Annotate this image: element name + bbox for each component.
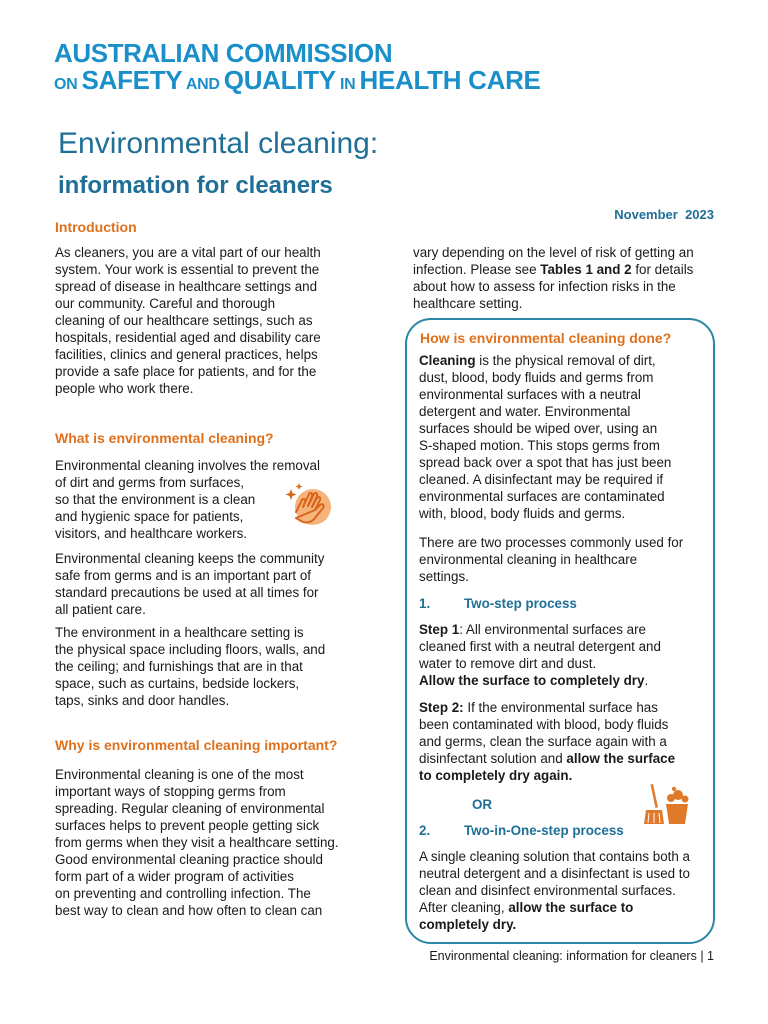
right-top-line: about how to assess for infection risks in the [413, 279, 676, 294]
intro-line: system. Your work is essential to prevent the [55, 262, 320, 277]
intro-line: people who work there. [55, 381, 194, 396]
intro-line: cleaning of our healthcare settings, such as [55, 313, 313, 328]
text-span: disinfectant solution and [419, 751, 567, 766]
cleaning-term: Cleaning [419, 353, 476, 368]
why-line: Environmental cleaning is one of the most [55, 767, 304, 782]
why-line: best way to clean and how often to clean can [55, 903, 323, 918]
why-line: form part of a wider program of activities [55, 869, 294, 884]
box-line [419, 750, 711, 767]
box-line [419, 899, 711, 916]
emphasis: completely dry. [419, 917, 517, 932]
what-line: taps, sinks and door handles. [55, 693, 230, 708]
what-line: the ceiling; and furnishings that are in that [55, 659, 303, 674]
emphasis: allow the surface [566, 751, 676, 766]
cleaning-definition [419, 352, 711, 522]
why-line: surfaces helps to prevent people getting sick [55, 818, 320, 833]
step-1 [419, 621, 711, 689]
text-span: : All environmental surfaces are [459, 622, 647, 637]
box-line: clean and disinfect environmental surfaces. [419, 883, 676, 898]
what-paragraph-2 [55, 550, 385, 618]
why-line: from germs when they visit a healthcare setting. [55, 835, 339, 850]
why-line: Good environmental cleaning practice should [55, 852, 323, 867]
item-1-label: Two-step process [464, 596, 577, 611]
page-title: Environmental cleaning: [58, 127, 379, 160]
box-line: and germs, clean the surface again with a [419, 734, 667, 749]
right-top-line: vary depending on the level of risk of getting an [413, 245, 694, 260]
box-heading: How is environmental cleaning done? [420, 330, 672, 346]
what-line: Environmental cleaning involves the removal [55, 458, 320, 473]
box-line [419, 916, 711, 933]
logo-and: AND [182, 76, 224, 93]
logo-quality: QUALITY [223, 65, 336, 95]
what-heading: What is environmental cleaning? [55, 430, 274, 446]
what-line: standard precautions be used at all times for [55, 585, 319, 600]
box-line [419, 699, 711, 716]
publication-date: November 2023 [614, 207, 714, 222]
two-processes-intro [419, 534, 711, 585]
box-line: cleaned. A disinfectant may be required if [419, 472, 664, 487]
what-line: Environmental cleaning keeps the community [55, 551, 325, 566]
box-line: There are two processes commonly used for [419, 535, 684, 550]
logo-safety: SAFETY [81, 65, 183, 95]
box-line: spread back over a spot that has just been [419, 455, 672, 470]
intro-line: our community. Careful and thorough [55, 296, 276, 311]
box-line: surfaces should be wiped over, using an [419, 421, 658, 436]
box-line [419, 672, 711, 689]
box-line [419, 352, 711, 369]
intro-paragraph [55, 244, 385, 397]
box-line: environmental surfaces with a neutral [419, 387, 641, 402]
what-line: of dirt and germs from surfaces, [55, 475, 245, 490]
step-1-label: Step 1 [419, 622, 460, 637]
what-line: the physical space including floors, walls, and [55, 642, 326, 657]
single-step [419, 848, 711, 933]
text-span: . [644, 673, 649, 688]
bucket-broom-icon [644, 782, 692, 826]
intro-line: As cleaners, you are a vital part of our health [55, 245, 321, 260]
why-line: spreading. Regular cleaning of environmental [55, 801, 325, 816]
what-line: The environment in a healthcare setting is [55, 625, 304, 640]
page-footer: Environmental cleaning: information for cleaners | 1 [429, 949, 714, 963]
what-line: space, such as curtains, bedside lockers, [55, 676, 300, 691]
box-line: been contaminated with blood, body fluids [419, 717, 669, 732]
page-subtitle: information for cleaners [58, 172, 333, 199]
what-paragraph-3 [55, 624, 385, 709]
what-line: so that the environment is a clean [55, 492, 256, 507]
emphasis: allow the surface to [508, 900, 634, 915]
what-line: visitors, and healthcare workers. [55, 526, 248, 541]
emphasis: Allow the surface to completely dry [419, 673, 645, 688]
item-2-label: Two-in-One-step process [464, 823, 624, 838]
why-paragraph [55, 766, 385, 919]
why-line: on preventing and controlling infection. The [55, 886, 311, 901]
box-line: environmental surfaces are contaminated [419, 489, 665, 504]
text-span: infection. Please see [413, 262, 541, 277]
item-1-number: 1. [419, 596, 431, 611]
box-line: neutral detergent and a disinfectant is used to [419, 866, 690, 881]
tables-reference: Tables 1 and 2 [540, 262, 632, 277]
box-line: environmental cleaning in healthcare [419, 552, 638, 567]
box-line: dust, blood, body fluids and germs from [419, 370, 654, 385]
what-line: and hygienic space for patients, [55, 509, 244, 524]
intro-line: provide a safe place for patients, and for the [55, 364, 317, 379]
intro-line: spread of disease in healthcare settings and [55, 279, 318, 294]
text-span: for details [631, 262, 694, 277]
box-line [419, 621, 711, 638]
logo-on: ON [54, 76, 82, 93]
box-line: A single cleaning solution that contains both a [419, 849, 690, 864]
logo-line-1: AUSTRALIAN COMMISSION [54, 38, 393, 68]
box-line: detergent and water. Environmental [419, 404, 631, 419]
right-top-paragraph [413, 244, 723, 312]
step-2 [419, 699, 711, 784]
why-heading: Why is environmental cleaning important? [55, 737, 338, 753]
intro-line: hospitals, residential aged and disability care [55, 330, 321, 345]
box-line: cleaned first with a neutral detergent and [419, 639, 661, 654]
what-line: safe from germs and is an important part of [55, 568, 312, 583]
what-line: all patient care. [55, 602, 146, 617]
box-line: S-shaped motion. This stops germs from [419, 438, 660, 453]
why-line: important ways of stopping germs from [55, 784, 286, 799]
step-2-label: Step 2: [419, 700, 464, 715]
text-span: After cleaning, [419, 900, 509, 915]
text-span: If the environmental surface has [463, 700, 658, 715]
logo-health-care: HEALTH CARE [359, 65, 541, 95]
item-2-number: 2. [419, 823, 431, 838]
box-line: water to remove dirt and dust. [419, 656, 597, 671]
intro-line: facilities, clinics and general practices, helps [55, 347, 318, 362]
right-top-line: healthcare setting. [413, 296, 523, 311]
box-line: settings. [419, 569, 469, 584]
emphasis: to completely dry again. [419, 768, 573, 783]
hand-sparkle-icon [282, 478, 338, 534]
intro-heading: Introduction [55, 219, 137, 235]
text-span: is the physical removal of dirt, [475, 353, 656, 368]
or-separator: OR [472, 797, 493, 812]
logo-line-2 [54, 66, 541, 99]
logo-in: IN [335, 76, 360, 93]
box-line: with, blood, body fluids and germs. [419, 506, 626, 521]
right-top-line [413, 261, 723, 278]
